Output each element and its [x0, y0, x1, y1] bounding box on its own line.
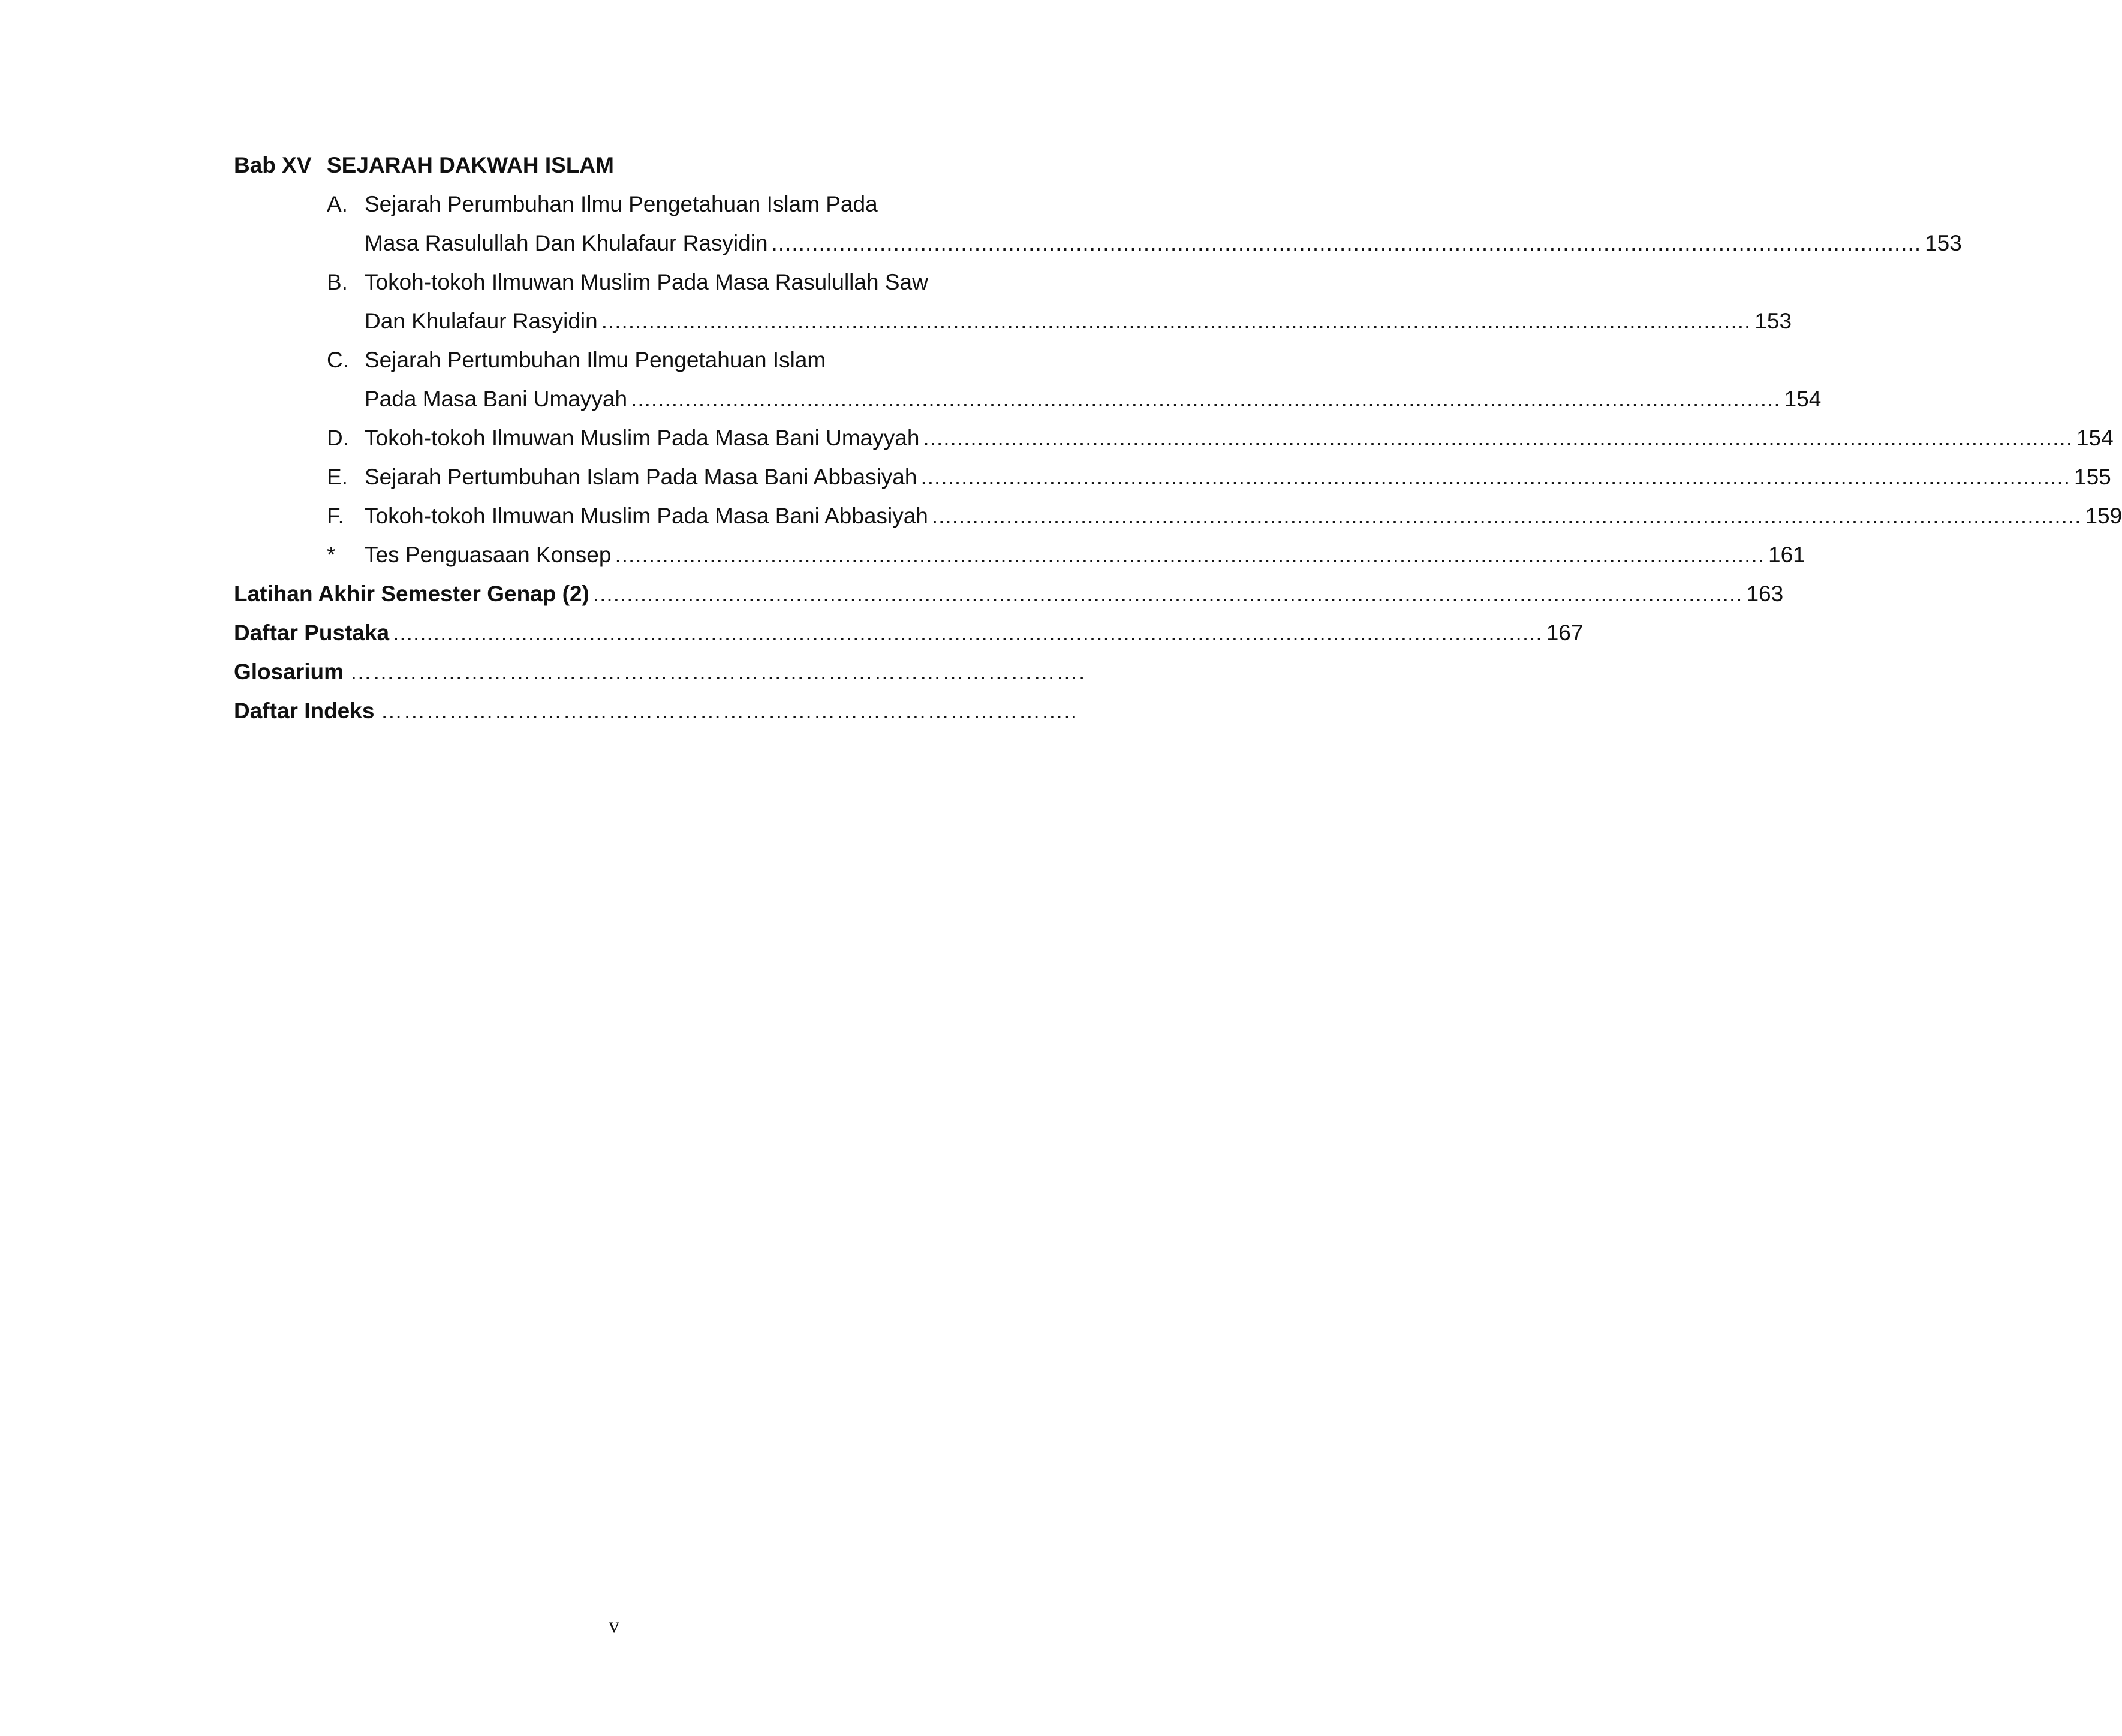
dot-leader: ……………………………………………………………………………………. [350, 659, 1086, 684]
toc-page-number: 159 [2085, 504, 2122, 528]
toc-entry-e[interactable] [234, 457, 2111, 496]
toc-entry-title-continued: Masa Rasulullah Dan Khulafaur Rasyidin [365, 231, 768, 255]
toc-entry-marker: D. [327, 426, 349, 450]
dot-leader: ……………………………………………………………………………….. [380, 698, 1077, 723]
toc-page-number: 153 [1754, 309, 1792, 333]
toc-entry-title: Sejarah Perumbuhan Ilmu Pengetahuan Islam Pada [365, 192, 878, 216]
dot-leader: .......................................................................................................................................................................... [631, 387, 1781, 411]
page-number-footer: v [609, 1613, 619, 1637]
toc-entry-title: Tokoh-tokoh Ilmuwan Muslim Pada Masa Bani Abbasiyah [365, 504, 928, 528]
toc-entry-marker: E. [327, 465, 348, 489]
toc-entry-a-line1 [234, 185, 1094, 224]
toc-page-number: 153 [1925, 231, 1962, 255]
toc-entry-title: Tes Penguasaan Konsep [365, 542, 612, 567]
toc-entry-title: Tokoh-tokoh Ilmuwan Muslim Pada Masa Bani Umayyah [365, 426, 920, 450]
toc-page-number: 161 [1768, 542, 1805, 567]
toc-top-level-title: Daftar Pustaka [234, 620, 390, 645]
toc-entry-title: Sejarah Pertumbuhan Islam Pada Masa Bani Abbasiyah [365, 465, 917, 489]
toc-entry-b-line1 [234, 263, 1094, 302]
toc-entry-latihan[interactable] [234, 574, 1784, 613]
toc-entry-title: Sejarah Pertumbuhan Ilmu Pengetahuan Islam [365, 348, 826, 372]
toc-page-number: 154 [1784, 387, 1822, 411]
toc-entry-f[interactable] [234, 496, 2122, 535]
toc-top-level-title: Glosarium [234, 659, 344, 684]
toc-entry-glosarium[interactable] [234, 652, 1094, 691]
toc-entry-d[interactable] [234, 418, 2114, 457]
toc-entry-title: Tokoh-tokoh Ilmuwan Muslim Pada Masa Rasulullah Saw [365, 270, 928, 294]
dot-leader: .......................................................................................................................................................................... [615, 542, 1765, 567]
toc-page-number: 155 [2074, 465, 2111, 489]
chapter-title: SEJARAH DAKWAH ISLAM [327, 153, 614, 177]
toc-entry-a-line2[interactable] [234, 224, 1962, 263]
dot-leader: .......................................................................................................................................................................... [920, 465, 2071, 489]
toc-entry-marker: B. [327, 270, 348, 294]
toc-entry-marker: C. [327, 348, 349, 372]
dot-leader: .......................................................................................................................................................................... [771, 231, 1922, 255]
toc-entry-b-line2[interactable] [234, 302, 1792, 340]
table-of-contents [234, 146, 2122, 730]
dot-leader: .......................................................................................................................................................................... [393, 620, 1543, 645]
toc-entry-marker: A. [327, 192, 348, 216]
chapter-heading [234, 146, 1094, 185]
toc-top-level-title: Latihan Akhir Semester Genap (2) [234, 581, 589, 606]
toc-entry-marker: F. [327, 504, 344, 528]
dot-leader: .......................................................................................................................................................................... [592, 581, 1743, 606]
dot-leader: .......................................................................................................................................................................... [923, 426, 2073, 450]
toc-entry-marker: * [327, 542, 336, 567]
toc-page-number: 167 [1546, 620, 1584, 645]
toc-entry-daftar-indeks[interactable] [234, 691, 1094, 730]
toc-page-number: 154 [2076, 426, 2114, 450]
toc-entry-daftar-pustaka[interactable] [234, 613, 1584, 652]
dot-leader: .......................................................................................................................................................................... [601, 309, 1751, 333]
toc-entry-c-line2[interactable] [234, 379, 1822, 418]
toc-page-number: 163 [1746, 581, 1784, 606]
toc-entry-title-continued: Dan Khulafaur Rasyidin [365, 309, 598, 333]
toc-entry-title-continued: Pada Masa Bani Umayyah [365, 387, 628, 411]
chapter-label: Bab XV [234, 153, 312, 177]
toc-entry-c-line1 [234, 340, 1094, 379]
toc-entry-test[interactable] [234, 535, 1805, 574]
toc-top-level-title: Daftar Indeks [234, 698, 375, 723]
dot-leader: .......................................................................................................................................................................... [931, 504, 2082, 528]
